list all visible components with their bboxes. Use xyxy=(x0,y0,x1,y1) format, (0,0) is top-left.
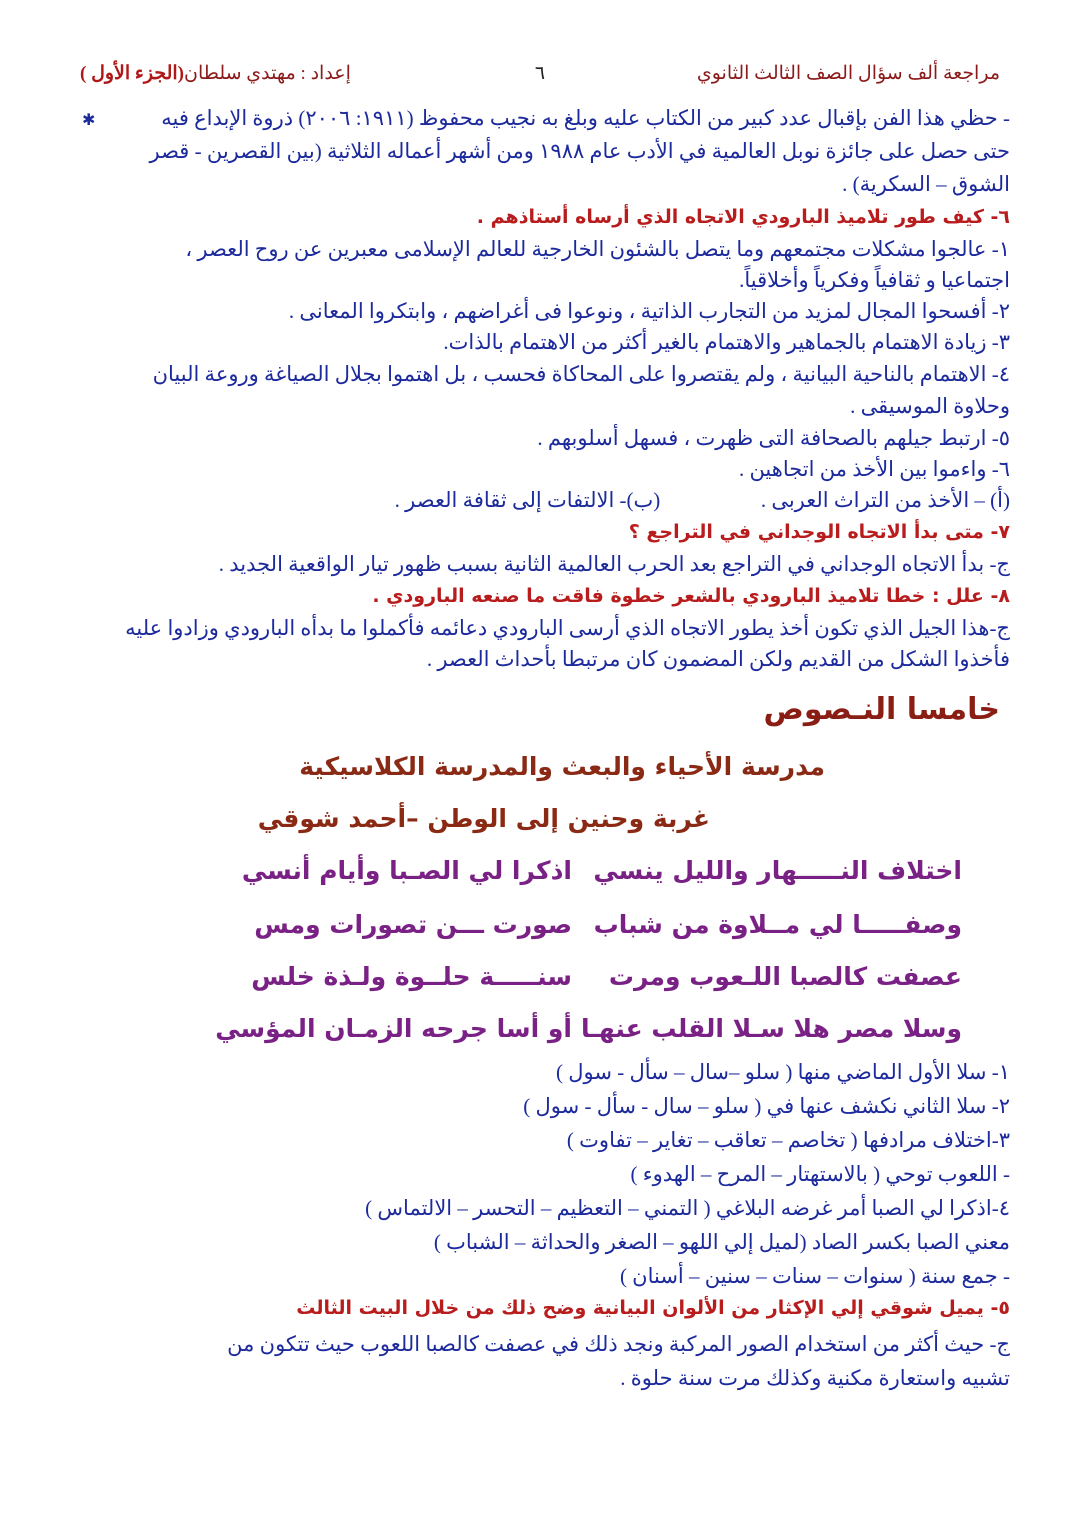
section-title: خامسا النـصوص xyxy=(763,692,1000,727)
exercise-line: - اللعوب توحي ( بالاستهتار – المرح – الهدوء ) xyxy=(630,1162,1010,1186)
school-heading: مدرسة الأحياء والبعث والمدرسة الكلاسيكية xyxy=(299,752,825,781)
verse-first-half: عصفت كالصبا اللـعوب ومرت xyxy=(608,962,962,991)
header-author xyxy=(80,62,351,85)
verse-first-half: وسلا مصر هلا سـلا القلب عنهـا xyxy=(580,1014,962,1043)
question-7: ٧- متى بدأ الاتجاه الوجداني في التراجع ؟ xyxy=(628,521,1010,543)
prepared-by: إعداد : مهتدي سلطان xyxy=(184,63,351,84)
answer-line: وحلاوة الموسيقى . xyxy=(850,394,1010,418)
answer-line: ٥- ارتبط جيلهم بالصحافة التى ظهرت ، فسهل أسلوبهم . xyxy=(537,426,1010,450)
answer-line: اجتماعيا و ثقافياً وفكرياً وأخلاقياً. xyxy=(739,268,1010,292)
option-b: (ب)- الالتفات إلى ثقافة العصر . xyxy=(394,488,661,512)
answer-line: تشبيه واستعارة مكنية وكذلك مرت سنة حلوة . xyxy=(620,1366,1010,1390)
verse-first-half: وصفـــــا لي مــلاوة من شباب xyxy=(593,910,962,939)
poem-title: غربة وحنين إلى الوطن –أحمد شوقي xyxy=(257,804,710,833)
exercise-line: ٤-اذكرا لي الصبا أمر غرضه البلاغي ( التمني – التعظيم – التحسر – الالتماس ) xyxy=(365,1196,1010,1220)
exercise-line: - جمع سنة ( سنوات – سنات – سنين – أسنان ) xyxy=(619,1264,1010,1288)
paragraph-line: الشوق – السكرية) . xyxy=(842,172,1010,196)
answer-line: ج- حيث أكثر من استخدام الصور المركبة ونجد ذلك في عصفت كالصبا اللعوب حيث تتكون من xyxy=(227,1332,1010,1356)
paragraph-line: حتى حصل على جائزة نوبل العالمية في الأدب عام ١٩٨٨ ومن أشهر أعماله الثلاثية (بين القصرين - قصر xyxy=(149,139,1010,163)
part-label: (الجزء الأول ) xyxy=(80,63,184,84)
page-number: ٦ xyxy=(534,63,546,84)
question-8: ٨- علل : خطا تلاميذ البارودي بالشعر خطوة فاقت ما صنعه البارودي . xyxy=(372,585,1010,607)
exercise-line: ٣-اختلاف مرادفها ( تخاصم – تعاقب – تغاير – تفاوت ) xyxy=(566,1128,1010,1152)
answer-line: ج-هذا الجيل الذي تكون أخذ يطور الاتجاه الذي أرسى البارودي دعائمه فأكملوا ما بدأه البارودي وزادوا عليه xyxy=(125,616,1010,640)
answer-line: ٢- أفسحوا المجال لمزيد من التجارب الذاتية ، ونوعوا فى أغراضهم ، وابتكروا المعانى . xyxy=(288,299,1010,323)
answer-line: ٣- زيادة الاهتمام بالجماهير والاهتمام بالغير أكثر من الاهتمام بالذات. xyxy=(443,330,1010,354)
verse-first-half: اختلاف النـــــهار والليل ينسي xyxy=(593,856,962,885)
star-icon: ✱ xyxy=(82,110,96,129)
answer-line: فأخذوا الشكل من القديم ولكن المضمون كان مرتبطا بأحداث العصر . xyxy=(426,647,1010,671)
exercise-line: معني الصبا بكسر الصاد (لميل إلي اللهو – الصغر والحداثة – الشباب ) xyxy=(433,1230,1010,1254)
header-title: مراجعة ألف سؤال الصف الثالث الثانوي xyxy=(696,63,1000,84)
answer-line: ٤- الاهتمام بالناحية البيانية ، ولم يقتصروا على المحاكاة فحسب ، بل اهتموا بجلال الصياغة وروعة البيان xyxy=(152,362,1010,386)
answer-line: ١- عالجوا مشكلات مجتمعهم وما يتصل بالشئون الخارجية للعالم الإسلامى معبرين عن روح العصر ، xyxy=(185,237,1010,261)
paragraph-line: - حظي هذا الفن بإقبال عدد كبير من الكتاب عليه وبلغ به نجيب محفوظ (١٩١١: ٢٠٠٦) ذروة الإبداع فيه xyxy=(161,106,1010,130)
page-header xyxy=(80,62,1000,90)
verse-second-half: اذكرا لي الصـبا وأيام أنسي xyxy=(241,856,572,885)
answer-7: ج- بدأ الاتجاه الوجداني في التراجع بعد الحرب العالمية الثانية بسبب ظهور تيار الواقعية الجديد . xyxy=(218,552,1010,576)
exercise-line: ١- سلا الأول الماضي منها ( سلو –سال – سأل - سول ) xyxy=(556,1060,1010,1084)
verse-second-half: صورت ـــن تصورات ومس xyxy=(254,910,572,939)
answer-line: ٦- واءموا بين الأخذ من اتجاهين . xyxy=(738,457,1010,481)
option-a: (أ) – الأخذ من التراث العربى . xyxy=(760,488,1010,512)
verse-second-half: سنـــــة حلــوة ولـذة خلس xyxy=(251,962,572,991)
verse-second-half: أو أسا جرحه الزمـان المؤسي xyxy=(215,1014,572,1043)
question-5: ٥- يميل شوقي إلي الإكثار من الألوان البيانية وضح ذلك من خلال البيت الثالث xyxy=(296,1297,1010,1319)
question-6: ٦- كيف طور تلاميذ البارودي الاتجاه الذي أرساه أستاذهم . xyxy=(476,206,1010,228)
options-line xyxy=(70,486,1010,514)
exercise-line: ٢- سلا الثاني نكشف عنها في ( سلو – سال - سأل - سول ) xyxy=(523,1094,1010,1118)
